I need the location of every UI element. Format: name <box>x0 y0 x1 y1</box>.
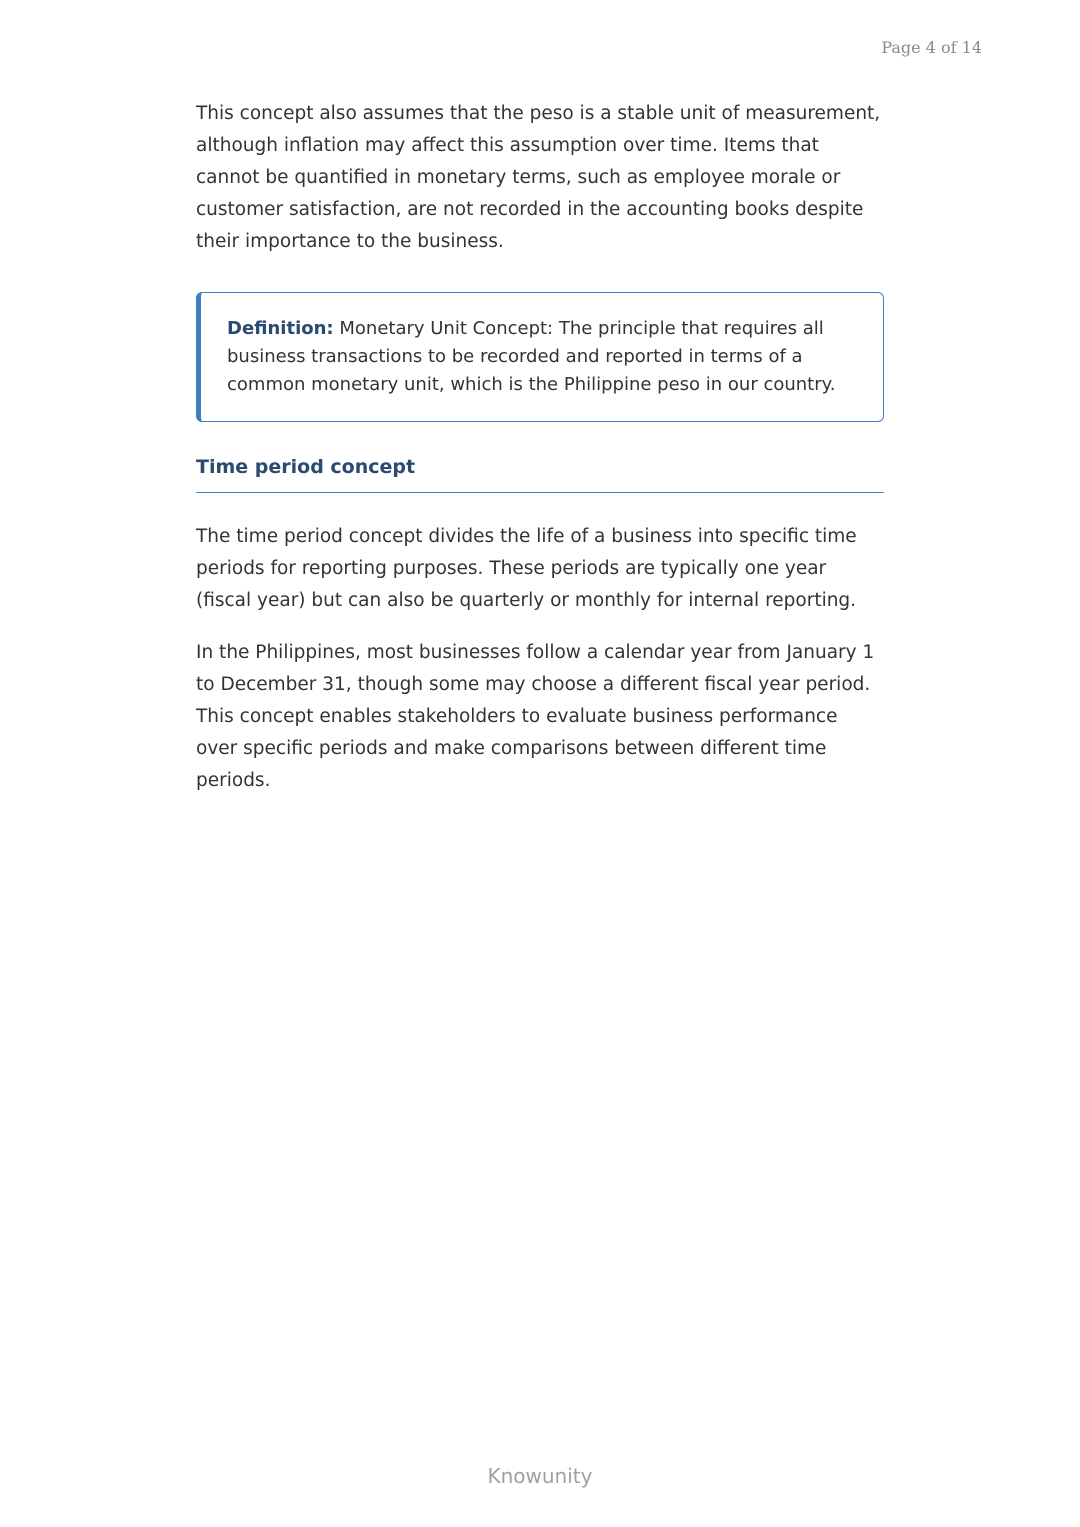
definition-label: Definition: <box>227 318 334 339</box>
body-paragraph: In the Philippines, most businesses follow a calendar year from January 1 to December 31, though some may choose a different fiscal year period. This concept enables stakeholders to evaluate business performance over specific periods and make comparisons between different time periods. <box>196 642 875 791</box>
section-heading: Time period concept <box>196 454 884 493</box>
definition-body: Monetary Unit Concept: The principle that requires all business transactions to be recorded and reported in terms of a common monetary unit, which is the Philippine peso in our country. <box>227 318 836 395</box>
body-paragraph: The time period concept divides the life of a business into specific time periods for reporting purposes. These periods are typically one year (fiscal year) but can also be quarterly or monthly for internal reporting. <box>196 526 857 611</box>
document-content <box>196 98 884 797</box>
definition-text <box>227 315 855 399</box>
footer-brand: Knowunity <box>487 1464 593 1488</box>
page-number: Page 4 of 14 <box>881 38 982 57</box>
definition-box <box>196 292 884 422</box>
intro-paragraph: This concept also assumes that the peso is a stable unit of measurement, although inflation may affect this assumption over time. Items that cannot be quantified in monetary terms, such as employee morale or customer satisfaction, are not recorded in the accounting books despite their importance to the business. <box>196 103 881 252</box>
